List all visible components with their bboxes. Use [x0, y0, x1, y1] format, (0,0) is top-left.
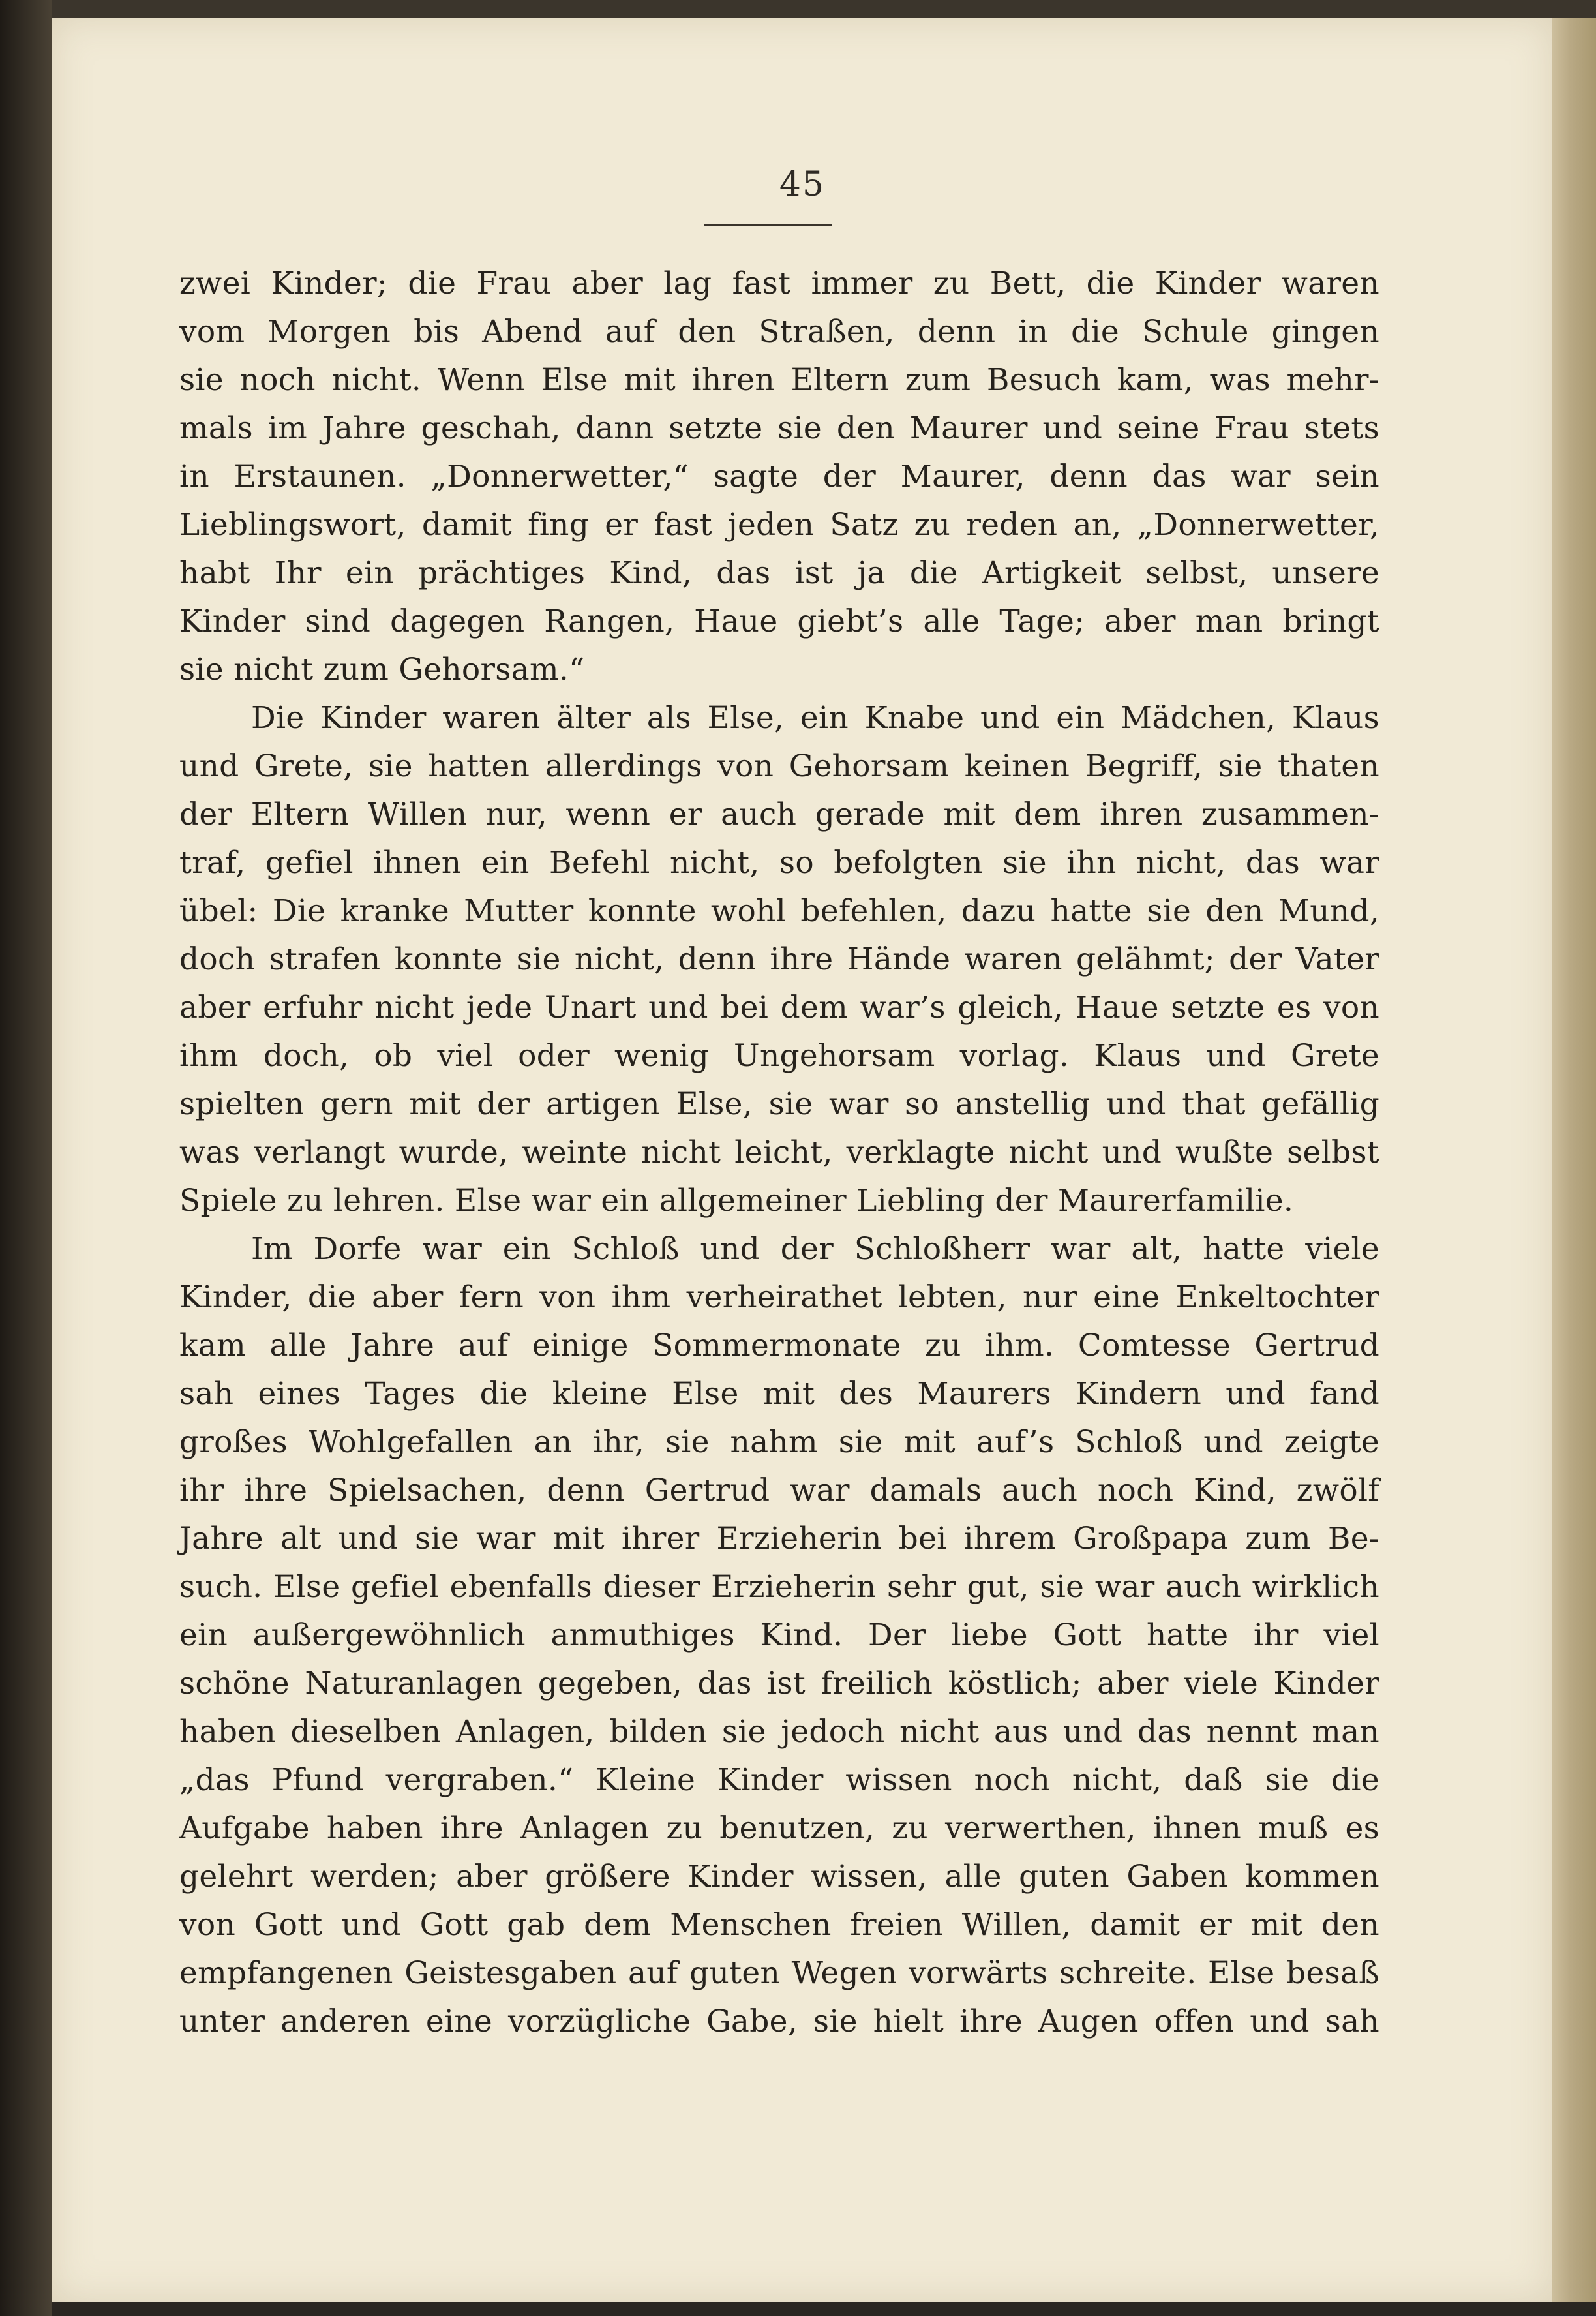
text-line: Spiele zu lehren. Else war ein allgemeiner Liebling der Maurerfamilie. — [179, 1183, 1294, 1219]
text-line: mals im Jahre geschah, dann setzte sie den Maurer und seine Frau stets — [179, 410, 1379, 446]
text-line: traf, gefiel ihnen ein Befehl nicht, so befolgten sie ihn nicht, das war — [179, 845, 1379, 881]
page-number: 45 — [779, 165, 826, 204]
text-line: „das Pfund vergraben.“ Kleine Kinder wissen noch nicht, daß sie die — [179, 1762, 1379, 1798]
text-line: von Gott und Gott gab dem Menschen freien Willen, damit er mit den — [179, 1907, 1379, 1943]
scan-top-border — [0, 0, 1596, 18]
body-text — [179, 260, 1379, 2046]
text-line: und Grete, sie hatten allerdings von Gehorsam keinen Begriff, sie thaten — [179, 748, 1379, 784]
text-line: vom Morgen bis Abend auf den Straßen, denn in die Schule gingen — [179, 314, 1379, 350]
text-line: kam alle Jahre auf einige Sommermonate zu ihm. Comtesse Gertrud — [179, 1328, 1379, 1364]
text-line: großes Wohlgefallen an ihr, sie nahm sie mit auf’s Schloß und zeigte — [179, 1424, 1379, 1460]
text-line: ihr ihre Spielsachen, denn Gertrud war damals auch noch Kind, zwölf — [179, 1472, 1379, 1508]
page-edge — [1552, 18, 1596, 2302]
text-line: Jahre alt und sie war mit ihrer Erzieherin bei ihrem Großpapa zum Be- — [179, 1521, 1379, 1557]
text-line: was verlangt wurde, weinte nicht leicht, verklagte nicht und wußte selbst — [179, 1135, 1379, 1170]
text-line: unter anderen eine vorzügliche Gabe, sie hielt ihre Augen offen und sah — [179, 2004, 1379, 2039]
text-line: spielten gern mit der artigen Else, sie war so anstellig und that gefällig — [179, 1086, 1379, 1122]
text-line: empfangenen Geistesgaben auf guten Wegen vorwärts schreite. Else besaß — [179, 1955, 1379, 1991]
text-line: doch strafen konnte sie nicht, denn ihre Hände waren gelähmt; der Vater — [179, 941, 1379, 977]
text-line: der Eltern Willen nur, wenn er auch gerade mit dem ihren zusammen- — [179, 797, 1379, 832]
text-line: sie nicht zum Gehorsam.“ — [179, 652, 585, 688]
text-line: Die Kinder waren älter als Else, ein Knabe und ein Mädchen, Klaus — [251, 700, 1379, 736]
text-line: haben dieselben Anlagen, bilden sie jedoch nicht aus und das nennt man — [179, 1714, 1379, 1750]
page-number-rule — [704, 224, 832, 226]
text-line: sah eines Tages die kleine Else mit des Maurers Kindern und fand — [179, 1376, 1379, 1412]
text-line: in Erstaunen. „Donnerwetter,“ sagte der Maurer, denn das war sein — [179, 459, 1379, 495]
text-line: sie noch nicht. Wenn Else mit ihren Eltern zum Besuch kam, was mehr- — [179, 362, 1379, 398]
text-line: gelehrt werden; aber größere Kinder wissen, alle guten Gaben kommen — [179, 1859, 1379, 1895]
text-line: such. Else gefiel ebenfalls dieser Erzieherin sehr gut, sie war auch wirklich — [179, 1569, 1379, 1605]
text-line: Aufgabe haben ihre Anlagen zu benutzen, zu verwerthen, ihnen muß es — [179, 1810, 1379, 1846]
book-spine-shadow — [0, 0, 52, 2316]
text-line: zwei Kinder; die Frau aber lag fast immer zu Bett, die Kinder waren — [179, 266, 1379, 301]
text-line: ihm doch, ob viel oder wenig Ungehorsam vorlag. Klaus und Grete — [179, 1038, 1379, 1074]
text-line: habt Ihr ein prächtiges Kind, das ist ja die Artigkeit selbst, unsere — [179, 555, 1379, 591]
text-line: Im Dorfe war ein Schloß und der Schloßherr war alt, hatte viele — [251, 1231, 1379, 1267]
text-line: Kinder sind dagegen Rangen, Haue giebt’s alle Tage; aber man bringt — [179, 603, 1379, 639]
text-line: aber erfuhr nicht jede Unart und bei dem war’s gleich, Haue setzte es von — [179, 990, 1379, 1026]
book-page — [52, 18, 1552, 2302]
text-line: Lieblingswort, damit fing er fast jeden Satz zu reden an, „Donnerwetter, — [179, 507, 1379, 543]
text-line: Kinder, die aber fern von ihm verheirathet lebten, nur eine Enkeltochter — [179, 1279, 1379, 1315]
text-line: schöne Naturanlagen gegeben, das ist freilich köstlich; aber viele Kinder — [179, 1666, 1379, 1701]
text-line: ein außergewöhnlich anmuthiges Kind. Der liebe Gott hatte ihr viel — [179, 1617, 1379, 1653]
text-line: übel: Die kranke Mutter konnte wohl befehlen, dazu hatte sie den Mund, — [179, 893, 1379, 929]
